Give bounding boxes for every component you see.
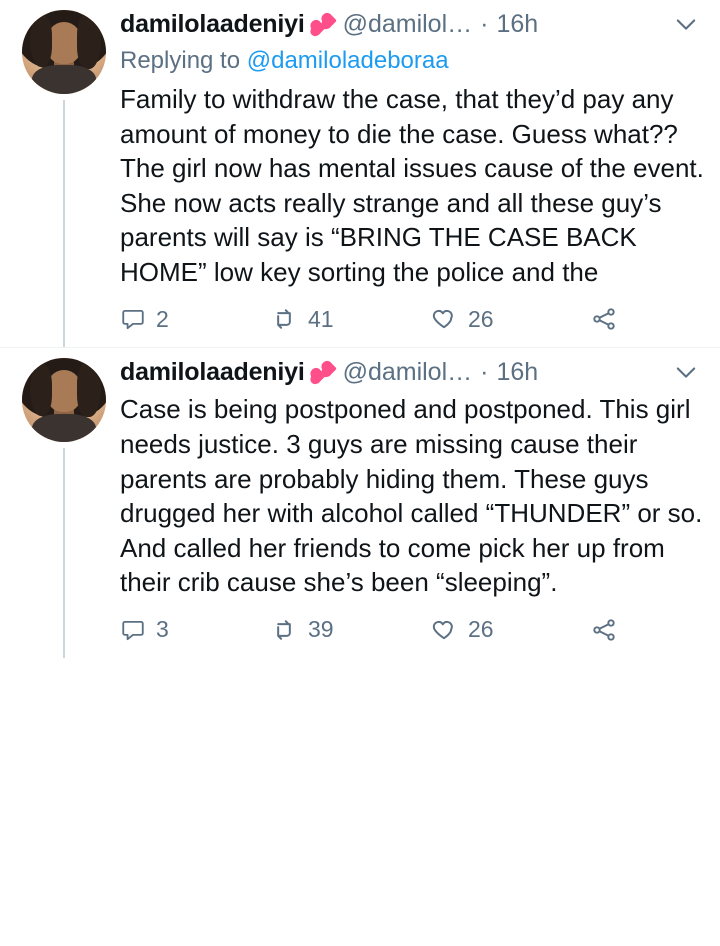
replying-to-prefix: Replying to <box>120 47 247 74</box>
tweet-content <box>110 9 712 347</box>
avatar-column <box>18 358 110 657</box>
thread-connector-line <box>63 448 65 657</box>
separator-dot: · <box>480 9 489 38</box>
thread-connector-line <box>63 100 65 347</box>
retweet-count: 39 <box>308 616 334 643</box>
tweet-actions <box>120 616 704 658</box>
timestamp[interactable]: 16h <box>496 357 539 386</box>
tweet-header <box>120 10 704 38</box>
reply-icon <box>120 306 146 332</box>
reply-count: 3 <box>156 616 169 643</box>
tweet-actions <box>120 305 704 347</box>
retweet-button[interactable] <box>270 616 430 644</box>
heart-icon <box>430 305 458 333</box>
avatar[interactable] <box>22 10 106 94</box>
tweet-item[interactable] <box>0 0 720 348</box>
pink-hearts-icon <box>311 361 337 383</box>
retweet-icon <box>270 616 298 644</box>
retweet-count: 41 <box>308 305 334 332</box>
like-count: 26 <box>468 305 494 332</box>
reply-count: 2 <box>156 305 169 332</box>
avatar[interactable] <box>22 358 106 442</box>
chevron-down-icon[interactable] <box>672 10 704 38</box>
reply-icon <box>120 617 146 643</box>
pink-hearts-icon <box>311 13 337 35</box>
heart-icon <box>430 616 458 644</box>
tweet-text: Case is being postponed and postponed. This girl needs justice. 3 guys are missing cause their parents are probably hiding them. These guys drugged her with alcohol called “THUNDER” or so. And called her friends to come pick her up from their crib cause she’s been “sleeping”. <box>120 394 709 598</box>
tweet-item[interactable] <box>0 348 720 657</box>
user-handle[interactable]: @damilol… <box>342 357 473 386</box>
retweet-icon <box>270 305 298 333</box>
like-count: 26 <box>468 616 494 643</box>
share-icon <box>590 305 618 333</box>
display-name[interactable]: damilolaadeniyi <box>120 9 305 38</box>
share-icon <box>590 616 618 644</box>
chevron-down-icon[interactable] <box>672 358 704 386</box>
separator-dot: · <box>480 357 489 386</box>
user-handle[interactable]: @damilol… <box>342 9 473 38</box>
tweet-text: Family to withdraw the case, that they’d pay any amount of money to die the case. Guess what?? The girl now has mental issues cause of the event. She now acts really strange and all these guy’s parents will say is “BRING THE CASE BACK HOME” low key sorting the police and the <box>120 84 712 287</box>
reply-button[interactable] <box>120 306 270 333</box>
reply-button[interactable] <box>120 616 270 643</box>
share-button[interactable] <box>590 305 650 333</box>
like-button[interactable] <box>430 305 590 333</box>
avatar-column <box>18 10 110 347</box>
retweet-button[interactable] <box>270 305 430 333</box>
tweet-content <box>110 357 709 657</box>
like-button[interactable] <box>430 616 590 644</box>
timestamp[interactable]: 16h <box>496 9 539 38</box>
tweet-header <box>120 358 704 386</box>
display-name[interactable]: damilolaadeniyi <box>120 357 305 386</box>
share-button[interactable] <box>590 616 650 644</box>
replying-to-mention[interactable]: @damiloladeboraa <box>246 47 449 74</box>
replying-to-line <box>120 46 704 76</box>
